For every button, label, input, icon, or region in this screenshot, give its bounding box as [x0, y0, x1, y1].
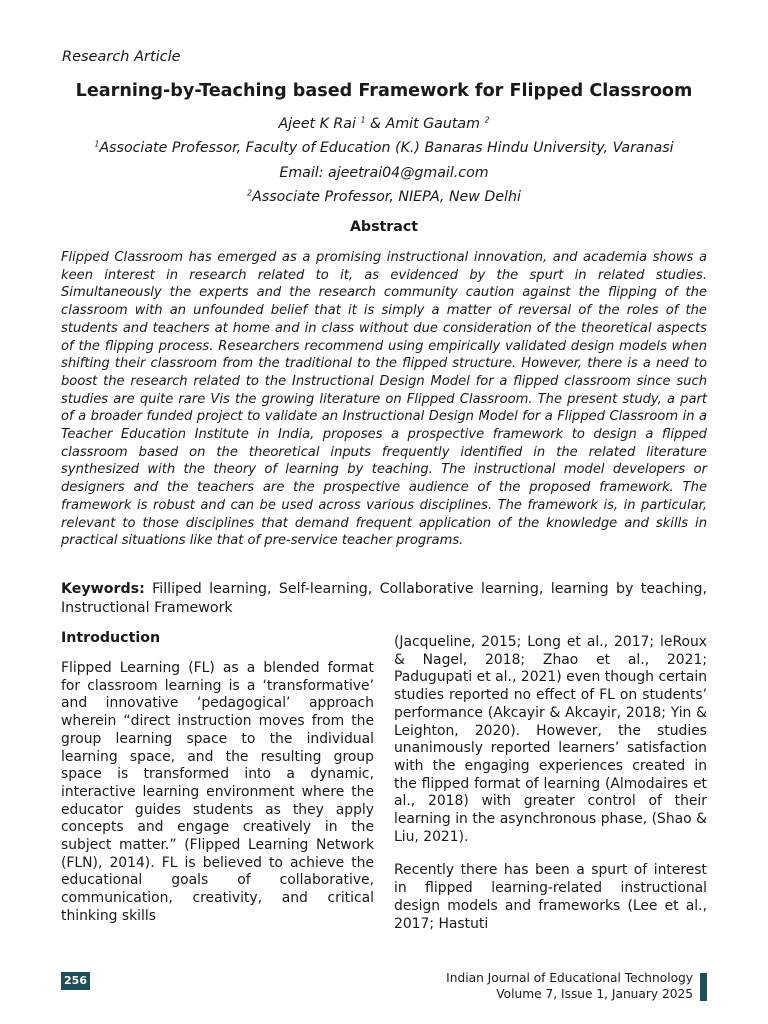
affiliation-text: Associate Professor, Faculty of Education (K.) Banaras Hindu University, Varanasi	[99, 140, 674, 156]
article-type-label: Research Article	[62, 49, 181, 65]
body-paragraph: Recently there has been a spurt of interest in flipped learning-related instructional design models and frameworks (Lee et al., 2017; Hastuti	[394, 862, 707, 932]
footer-accent-bar	[700, 973, 707, 1001]
article-title: Learning-by-Teaching based Framework for Flipped Classroom	[75, 81, 693, 101]
keywords-text: Filliped learning, Self-learning, Collaborative learning, learning by teaching, Instructional Framework	[61, 581, 707, 616]
journal-footer	[273, 970, 693, 1002]
journal-volume: Volume 7, Issue 1, January 2025	[496, 987, 693, 1001]
affiliation-2	[0, 188, 768, 206]
author-email: Email: ajeetrai04@gmail.com	[279, 165, 489, 181]
author-line	[0, 115, 768, 133]
author-separator: &	[370, 116, 382, 132]
keywords	[61, 580, 707, 617]
author-superscript: 1	[360, 115, 366, 125]
affiliation-text: Associate Professor, NIEPA, New Delhi	[252, 189, 521, 205]
author-name: Amit Gautam	[385, 116, 480, 132]
introduction-heading: Introduction	[61, 630, 161, 646]
abstract-text: Flipped Classroom has emerged as a promising instructional innovation, and academia shows a keen interest in research related to it, as evidenced by the spurt in related studies. Simultaneously the experts and the research community caution against the flipping of the classroom with an unfounded belief that it is simply a matter of reversal of the roles of the students and teachers at home and in class without due consideration of the theoretical aspects of the flipping process. Researchers recommend using empirically validated design models when shifting their classroom from the traditional to the flipped structure. However, there is a need to boost the research related to the Instructional Design Model for a flipped classroom since such studies are quite rare Vis the growing literature on Flipped Classroom. The present study, a part of a broader funded project to validate an Instructional Design Model for a Flipped Classroom in a Teacher Education Institute in India, proposes a prospective framework to design a flipped classroom based on the theoretical inputs frequently identified in the related literature synthesized with the theory of learning by teaching. The instructional model developers or designers and the teachers are the prospective audience of the proposed framework. The framework is robust and can be used across various disciplines. The framework is, in particular, relevant to those disciplines that demand frequent application of the knowledge and skills in practical situations like that of pre-service teacher programs.	[61, 250, 707, 549]
affiliation-superscript: 1	[94, 139, 100, 149]
affiliation-1	[0, 139, 768, 157]
author-superscript: 2	[484, 115, 490, 125]
author-name: Ajeet K Rai	[278, 116, 356, 132]
left-column	[61, 628, 374, 926]
body-paragraph: (Jacqueline, 2015; Long et al., 2017; leRoux & Nagel, 2018; Zhao et al., 2021; Padugupati et al., 2021) even though certain studies reported no effect of FL on students’ performance (Akcayir & Akcayir, 2018; Yin & Leighton, 2020). However, the studies unanimously reported learners’ satisfaction with the engaging experiences created in the flipped format of learning (Almodaires et al., 2018) with greater control of their learning in the asynchronous phase, (Shao & Liu, 2021).	[394, 634, 707, 845]
page-number-badge: 256	[61, 972, 90, 990]
keywords-label: Keywords:	[61, 581, 145, 597]
journal-name: Indian Journal of Educational Technology	[446, 971, 693, 985]
right-column	[394, 634, 707, 933]
body-paragraph: Flipped Learning (FL) as a blended format for classroom learning is a ‘transformative’ and innovative ‘pedagogical’ approach wherein “direct instruction moves from the group learning space to the individual learning space, and the resulting group space is transformed into a dynamic, interactive learning environment where the educator guides students as they apply concepts and engage creatively in the subject matter.” (Flipped Learning Network (FLN), 2014). FL is believed to achieve the educational goals of collaborative, communication, creativity, and critical thinking skills	[61, 660, 374, 924]
affiliation-superscript: 2	[247, 188, 253, 198]
abstract-heading: Abstract	[349, 219, 419, 235]
